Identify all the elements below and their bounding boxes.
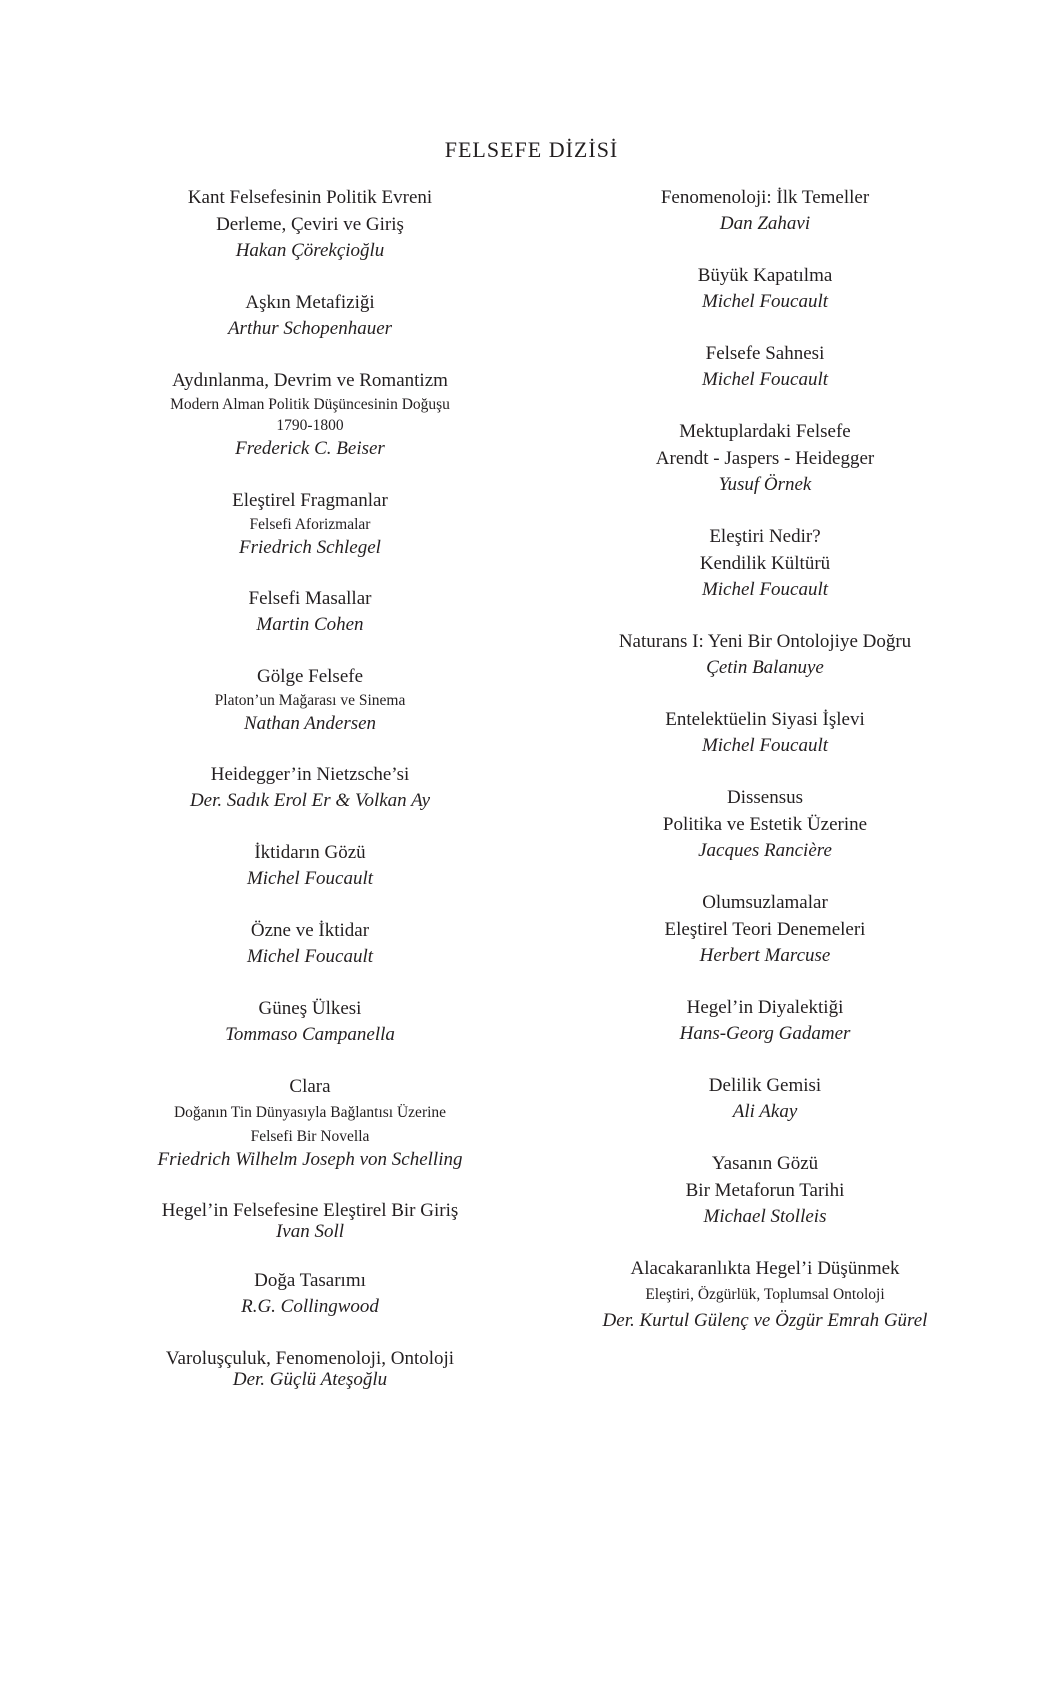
book-author: Herbert Marcuse [699, 945, 831, 966]
book-entry [90, 839, 530, 892]
book-title: Gölge Felsefe [256, 666, 364, 687]
book-author: Jacques Rancière [698, 840, 832, 861]
book-entry [90, 1345, 530, 1389]
book-title: Dissensus [726, 787, 803, 808]
book-author: Hans-Georg Gadamer [679, 1023, 851, 1044]
book-subtitle: Modern Alman Politik Düşüncesinin Doğuşu [170, 396, 450, 413]
book-title: İktidarın Gözü [254, 842, 366, 863]
book-author: Michel Foucault [701, 291, 829, 312]
book-author: Nathan Andersen [243, 713, 377, 734]
book-author: Arthur Schopenhauer [227, 318, 393, 339]
book-subtitle: Bir Metaforun Tarihi [685, 1180, 845, 1201]
book-subtitle: Kendilik Kültürü [699, 553, 831, 574]
book-title: Heidegger’in Nietzsche’si [210, 764, 410, 785]
book-subtitle: Doğanın Tin Dünyasıyla Bağlantısı Üzerine [173, 1104, 447, 1121]
book-author: R.G. Collingwood [241, 1296, 379, 1317]
book-title: Aşkın Metafiziği [245, 292, 375, 313]
book-entry [90, 1197, 530, 1241]
book-entry [540, 706, 990, 759]
book-entry [540, 184, 990, 237]
book-author: Der. Kurtul Gülenç ve Özgür Emrah Gürel [602, 1310, 928, 1331]
book-author: Friedrich Schlegel [239, 537, 381, 558]
book-entry [90, 917, 530, 970]
book-author: Ivan Soll [275, 1221, 345, 1242]
book-author: Tommaso Campanella [225, 1024, 395, 1045]
book-entry [540, 628, 990, 681]
book-title: Eleştiri Nedir? [709, 526, 821, 547]
book-author: Michel Foucault [246, 946, 374, 967]
book-author: Der. Sadık Erol Er & Volkan Ay [189, 790, 431, 811]
page-title: FELSEFE DİZİSİ [444, 137, 619, 162]
book-entry [90, 585, 530, 638]
book-entry [540, 784, 990, 864]
book-subtitle: Eleştiri, Özgürlük, Toplumsal Ontoloji [645, 1286, 885, 1303]
book-subtitle: Arendt - Jaspers - Heidegger [655, 448, 875, 469]
book-title: Aydınlanma, Devrim ve Romantizm [172, 370, 448, 391]
book-author: Dan Zahavi [719, 213, 811, 234]
book-title: Özne ve İktidar [250, 920, 370, 941]
book-entry [90, 289, 530, 342]
book-entry [540, 889, 990, 969]
book-title: Clara [289, 1076, 331, 1097]
book-subtitle: Platon’un Mağarası ve Sinema [214, 692, 406, 709]
book-author: Martin Cohen [256, 614, 364, 635]
book-title: Eleştirel Fragmanlar [232, 490, 388, 511]
book-subtitle: Felsefi Bir Novella [250, 1128, 370, 1145]
book-entry [90, 663, 530, 737]
book-entry [540, 418, 990, 498]
book-title: Naturans I: Yeni Bir Ontolojiye Doğru [618, 631, 912, 652]
book-subtitle: Eleştirel Teori Denemeleri [664, 919, 866, 940]
book-subtitle: Derleme, Çeviri ve Giriş [216, 214, 404, 235]
book-subtitle: Felsefi Aforizmalar [249, 516, 371, 533]
book-title: Hegel’in Diyalektiği [686, 997, 844, 1018]
book-title: Doğa Tasarımı [254, 1270, 366, 1291]
book-entry [540, 262, 990, 315]
book-author: Michael Stolleis [703, 1206, 827, 1227]
book-entry [90, 1073, 530, 1173]
book-author: Friedrich Wilhelm Joseph von Schelling [157, 1149, 463, 1170]
book-title: Alacakaranlıkta Hegel’i Düşünmek [630, 1258, 900, 1279]
book-title: Kant Felsefesinin Politik Evreni [187, 187, 433, 208]
book-entry [540, 1255, 990, 1334]
book-title: Büyük Kapatılma [697, 265, 833, 286]
book-entry [90, 761, 530, 814]
book-author: Michel Foucault [701, 735, 829, 756]
right-column [540, 184, 990, 1334]
book-entry [90, 995, 530, 1048]
book-author: Der. Güçlü Ateşoğlu [232, 1369, 388, 1390]
book-title: Mektuplardaki Felsefe [679, 421, 851, 442]
book-entry [540, 1150, 990, 1230]
book-entry [90, 1267, 530, 1320]
book-title: Felsefi Masallar [248, 588, 372, 609]
book-entry [540, 1072, 990, 1125]
book-title: Hegel’in Felsefesine Eleştirel Bir Giriş [161, 1200, 459, 1221]
book-subtitle: 1790-1800 [276, 417, 344, 434]
book-entry [540, 340, 990, 393]
book-entry [540, 994, 990, 1047]
book-title: Güneş Ülkesi [258, 998, 362, 1019]
book-entry [540, 523, 990, 603]
book-author: Çetin Balanuye [706, 657, 824, 678]
book-subtitle: Politika ve Estetik Üzerine [662, 814, 868, 835]
book-author: Michel Foucault [246, 868, 374, 889]
book-title: Entelektüelin Siyasi İşlevi [665, 709, 865, 730]
book-title: Yasanın Gözü [711, 1153, 819, 1174]
left-column [90, 184, 530, 1389]
book-entry [90, 184, 530, 264]
book-entry [90, 487, 530, 561]
book-title: Varoluşçuluk, Fenomenoloji, Ontoloji [165, 1348, 455, 1369]
book-author: Ali Akay [732, 1101, 798, 1122]
book-entry [90, 367, 530, 462]
book-author: Hakan Çörekçioğlu [235, 240, 385, 261]
book-author: Michel Foucault [701, 369, 829, 390]
book-title: Delilik Gemisi [708, 1075, 822, 1096]
book-title: Fenomenoloji: İlk Temeller [660, 187, 870, 208]
book-author: Yusuf Örnek [718, 474, 812, 495]
book-author: Michel Foucault [701, 579, 829, 600]
book-title: Olumsuzlamalar [702, 892, 828, 913]
book-title: Felsefe Sahnesi [705, 343, 825, 364]
book-author: Frederick C. Beiser [235, 438, 385, 459]
